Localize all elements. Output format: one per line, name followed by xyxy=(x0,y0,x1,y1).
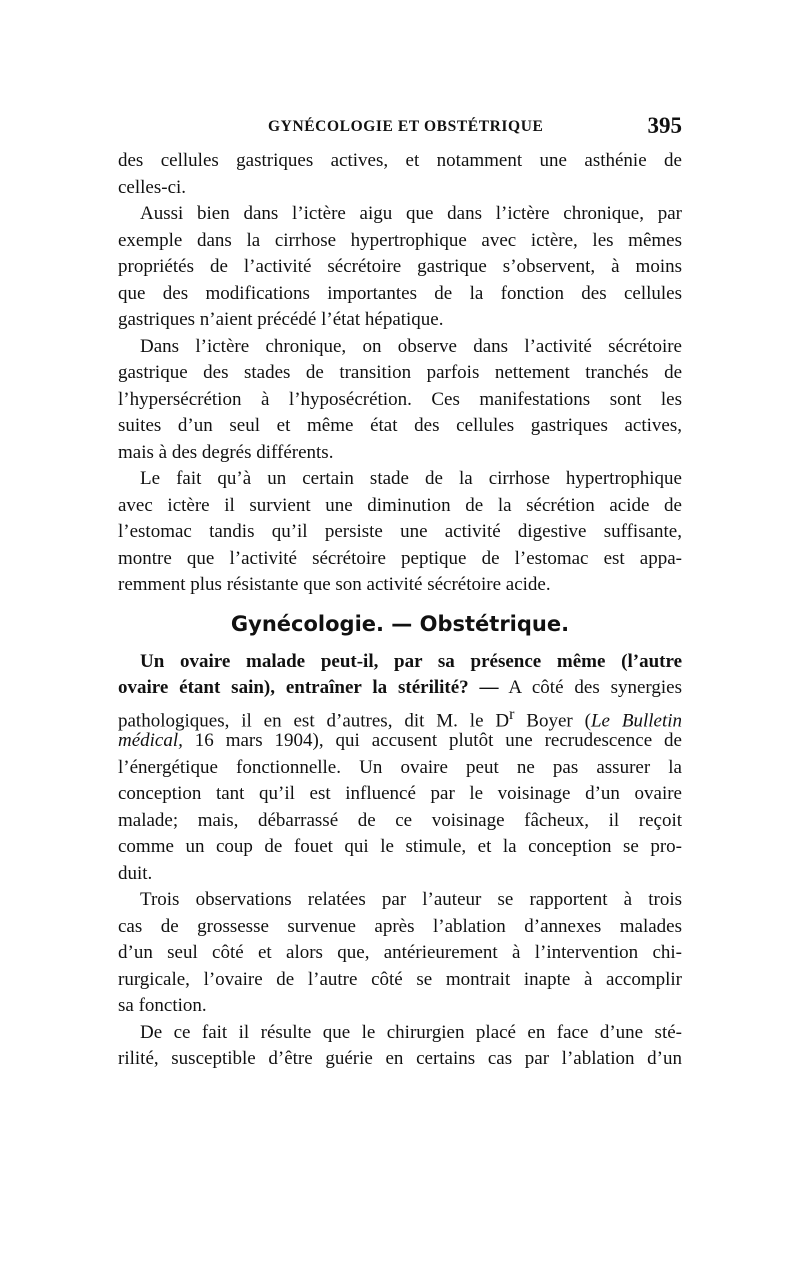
text-line: celles-ci. xyxy=(118,176,187,198)
text-line: mais à des degrés différents. xyxy=(118,441,334,463)
text-line xyxy=(118,675,682,702)
text-line xyxy=(118,728,682,755)
body-text xyxy=(118,148,682,1073)
paragraph-3 xyxy=(118,334,682,467)
text-line: De ce fait il résulte que le chirurgien placé en face d’une sté- xyxy=(140,1021,682,1043)
text-line: des cellules gastriques actives, et notamment une asthénie de xyxy=(118,150,682,171)
text-line: l’énergétique fonctionnelle. Un ovaire peut ne pas assurer la xyxy=(118,756,682,778)
text-line: propriétés de l’activité sécrétoire gastrique s’observent, à moins xyxy=(118,256,682,277)
text-line xyxy=(118,649,682,676)
running-title: GYNÉCOLOGIE ET OBSTÉTRIQUE xyxy=(268,118,544,135)
text-line: remment plus résistante que son activité sécrétoire acide. xyxy=(118,574,551,595)
text-line: exemple dans la cirrhose hypertrophique avec ictère, les mêmes xyxy=(118,229,682,251)
text-span: Boyer ( xyxy=(514,709,591,731)
running-head xyxy=(118,113,682,143)
text-line: duit. xyxy=(118,862,153,884)
text-line: Aussi bien dans l’ictère aigu que dans l’ictère chronique, par xyxy=(140,203,682,224)
text-line: Dans l’ictère chronique, on observe dans l’activité sécrétoire xyxy=(140,335,682,357)
text-line: Le fait qu’à un certain stade de la cirrhose hypertrophique xyxy=(140,468,682,489)
journal-title: médical, xyxy=(118,730,183,751)
text-line: conception tant qu’il est influencé par le voisinage d’un ovaire xyxy=(118,783,682,804)
text-line: montre que l’activité sécrétoire peptique de l’estomac est appa- xyxy=(118,547,682,569)
superscript: r xyxy=(509,705,515,723)
paragraph-2 xyxy=(118,201,682,334)
paragraph-6 xyxy=(118,887,682,1020)
text-line: rilité, susceptible d’être guérie en certains cas par l’ablation d’un xyxy=(118,1048,682,1069)
article-title: Un ovaire malade peut-il, par sa présence même (l’autre xyxy=(140,650,682,672)
text-line: d’un seul côté et alors que, antérieurement à l’intervention chi- xyxy=(118,942,682,963)
text-line: Trois observations relatées par l’auteur se rapportent à trois xyxy=(140,889,682,910)
text-line: comme un coup de fouet qui le stimule, et la conception se pro- xyxy=(118,836,682,857)
text-line xyxy=(118,702,682,729)
paragraph-4 xyxy=(118,466,682,599)
text-line: gastriques n’aient précédé l’état hépatique. xyxy=(118,309,444,330)
text-span: pathologiques, il en est d’autres, dit M. le D xyxy=(118,709,510,731)
text-span: 16 mars 1904), qui accusent plutôt une recrudescence de xyxy=(182,730,682,751)
paragraph-1 xyxy=(118,148,682,201)
text-line: que des modifications importantes de la fonction des cellules xyxy=(118,282,682,304)
text-line: l’estomac tandis qu’il persiste une activité digestive suffisante, xyxy=(118,521,682,542)
article-title: ovaire étant sain), entraîner la stérilité? — xyxy=(118,677,499,698)
text-line: avec ictère il survient une diminution de la sécrétion acide de xyxy=(118,494,682,516)
paragraph-7 xyxy=(118,1020,682,1073)
text-line: gastrique des stades de transition parfois nettement tranchés de xyxy=(118,362,682,383)
paragraph-5 xyxy=(118,649,682,888)
journal-title: Le Bulletin xyxy=(590,709,682,731)
page-number: 395 xyxy=(647,113,682,138)
section-heading: Gynécologie. — Obstétrique. xyxy=(230,611,570,636)
text-line: suites d’un seul et même état des cellules gastriques actives, xyxy=(118,415,682,436)
text-line: l’hypersécrétion à l’hyposécrétion. Ces manifestations sont les xyxy=(118,388,682,410)
text-line: rurgicale, l’ovaire de l’autre côté se montrait inapte à accomplir xyxy=(118,968,682,990)
text-line: malade; mais, débarrassé de ce voisinage fâcheux, il reçoit xyxy=(118,809,682,831)
text-span: A côté des synergies xyxy=(498,677,682,698)
text-line: sa fonction. xyxy=(118,995,207,1016)
text-line: cas de grossesse survenue après l’ablation d’annexes malades xyxy=(118,915,682,937)
